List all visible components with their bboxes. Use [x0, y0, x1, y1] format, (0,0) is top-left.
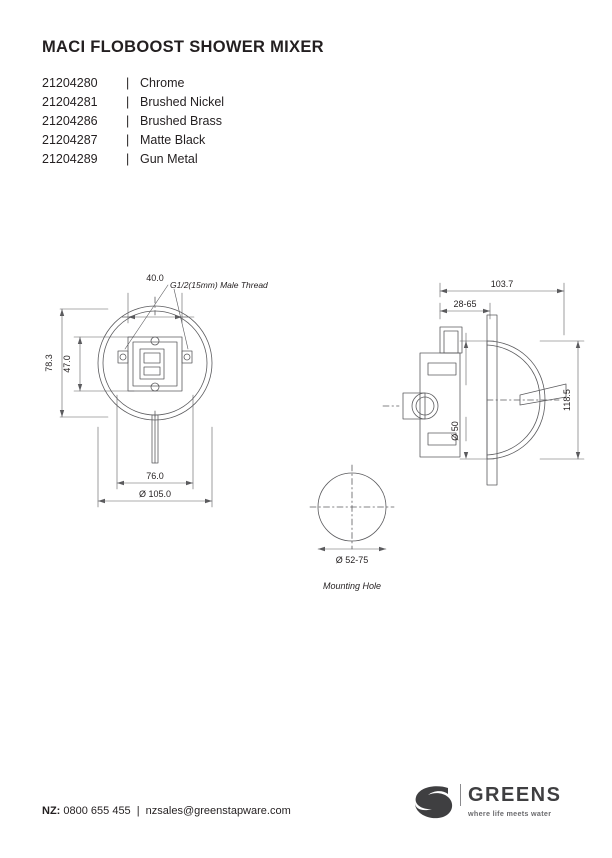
greens-wave-icon: [410, 782, 456, 822]
separator: |: [126, 95, 130, 109]
side-view-dimensions: [440, 283, 584, 459]
list-item: [42, 93, 224, 112]
product-code: 21204281: [42, 95, 98, 109]
footer-phone: 0800 655 455: [63, 805, 131, 817]
brand-logo: [410, 782, 570, 826]
product-code: 21204280: [42, 76, 98, 90]
list-item: [42, 150, 224, 169]
product-finish: Gun Metal: [140, 152, 198, 166]
dimension-arrows: [60, 289, 580, 551]
footer-contact: [42, 805, 291, 817]
front-view-geometry: [98, 297, 212, 463]
dim-front-diameter: Ø 105.0: [138, 489, 172, 499]
brand-name: GREENS: [468, 784, 562, 806]
dim-front-width-bottom: 76.0: [146, 471, 164, 481]
brand-tagline: where life meets water: [468, 809, 552, 818]
technical-drawing: [0, 245, 612, 605]
product-finish: Brushed Nickel: [140, 95, 225, 109]
product-finish: Brushed Brass: [140, 114, 222, 128]
separator: |: [126, 114, 130, 128]
footer-separator: |: [136, 805, 140, 817]
dim-side-projection: 28-65: [453, 299, 477, 309]
footer-email[interactable]: nzsales@greenstapware.com: [145, 805, 291, 817]
dim-front-width-top: 40.0: [146, 273, 164, 283]
separator: |: [126, 133, 130, 147]
footer-region: NZ:: [42, 805, 61, 817]
mounting-hole-label: Mounting Hole: [322, 581, 382, 591]
product-finish: Matte Black: [140, 133, 206, 147]
dim-side-spindle-dia: Ø 50: [450, 421, 460, 441]
front-view-dimensions: [60, 285, 212, 507]
dim-front-height-inner: 47.0: [62, 355, 72, 373]
product-finish: Chrome: [140, 76, 185, 90]
dim-front-height-outer: 78.3: [44, 354, 54, 372]
separator: |: [126, 152, 130, 166]
list-item: [42, 112, 224, 131]
product-code: 21204287: [42, 133, 98, 147]
dim-mounting-hole-diameter: Ø 52-75: [335, 555, 369, 565]
page-title: MACI FLOBOOST SHOWER MIXER: [42, 38, 324, 56]
dim-side-plate-height: 118.5: [562, 389, 572, 411]
product-code-list: [42, 74, 224, 169]
product-code: 21204286: [42, 114, 98, 128]
list-item: [42, 74, 224, 93]
product-code: 21204289: [42, 152, 98, 166]
brand-divider: [460, 784, 461, 806]
dim-side-length: 103.7: [490, 279, 514, 289]
separator: |: [126, 76, 130, 90]
mounting-hole-geometry: [310, 465, 394, 549]
side-view-geometry: [383, 315, 566, 485]
note-thread: G1/2(15mm) Male Thread: [170, 280, 268, 290]
list-item: [42, 131, 224, 150]
